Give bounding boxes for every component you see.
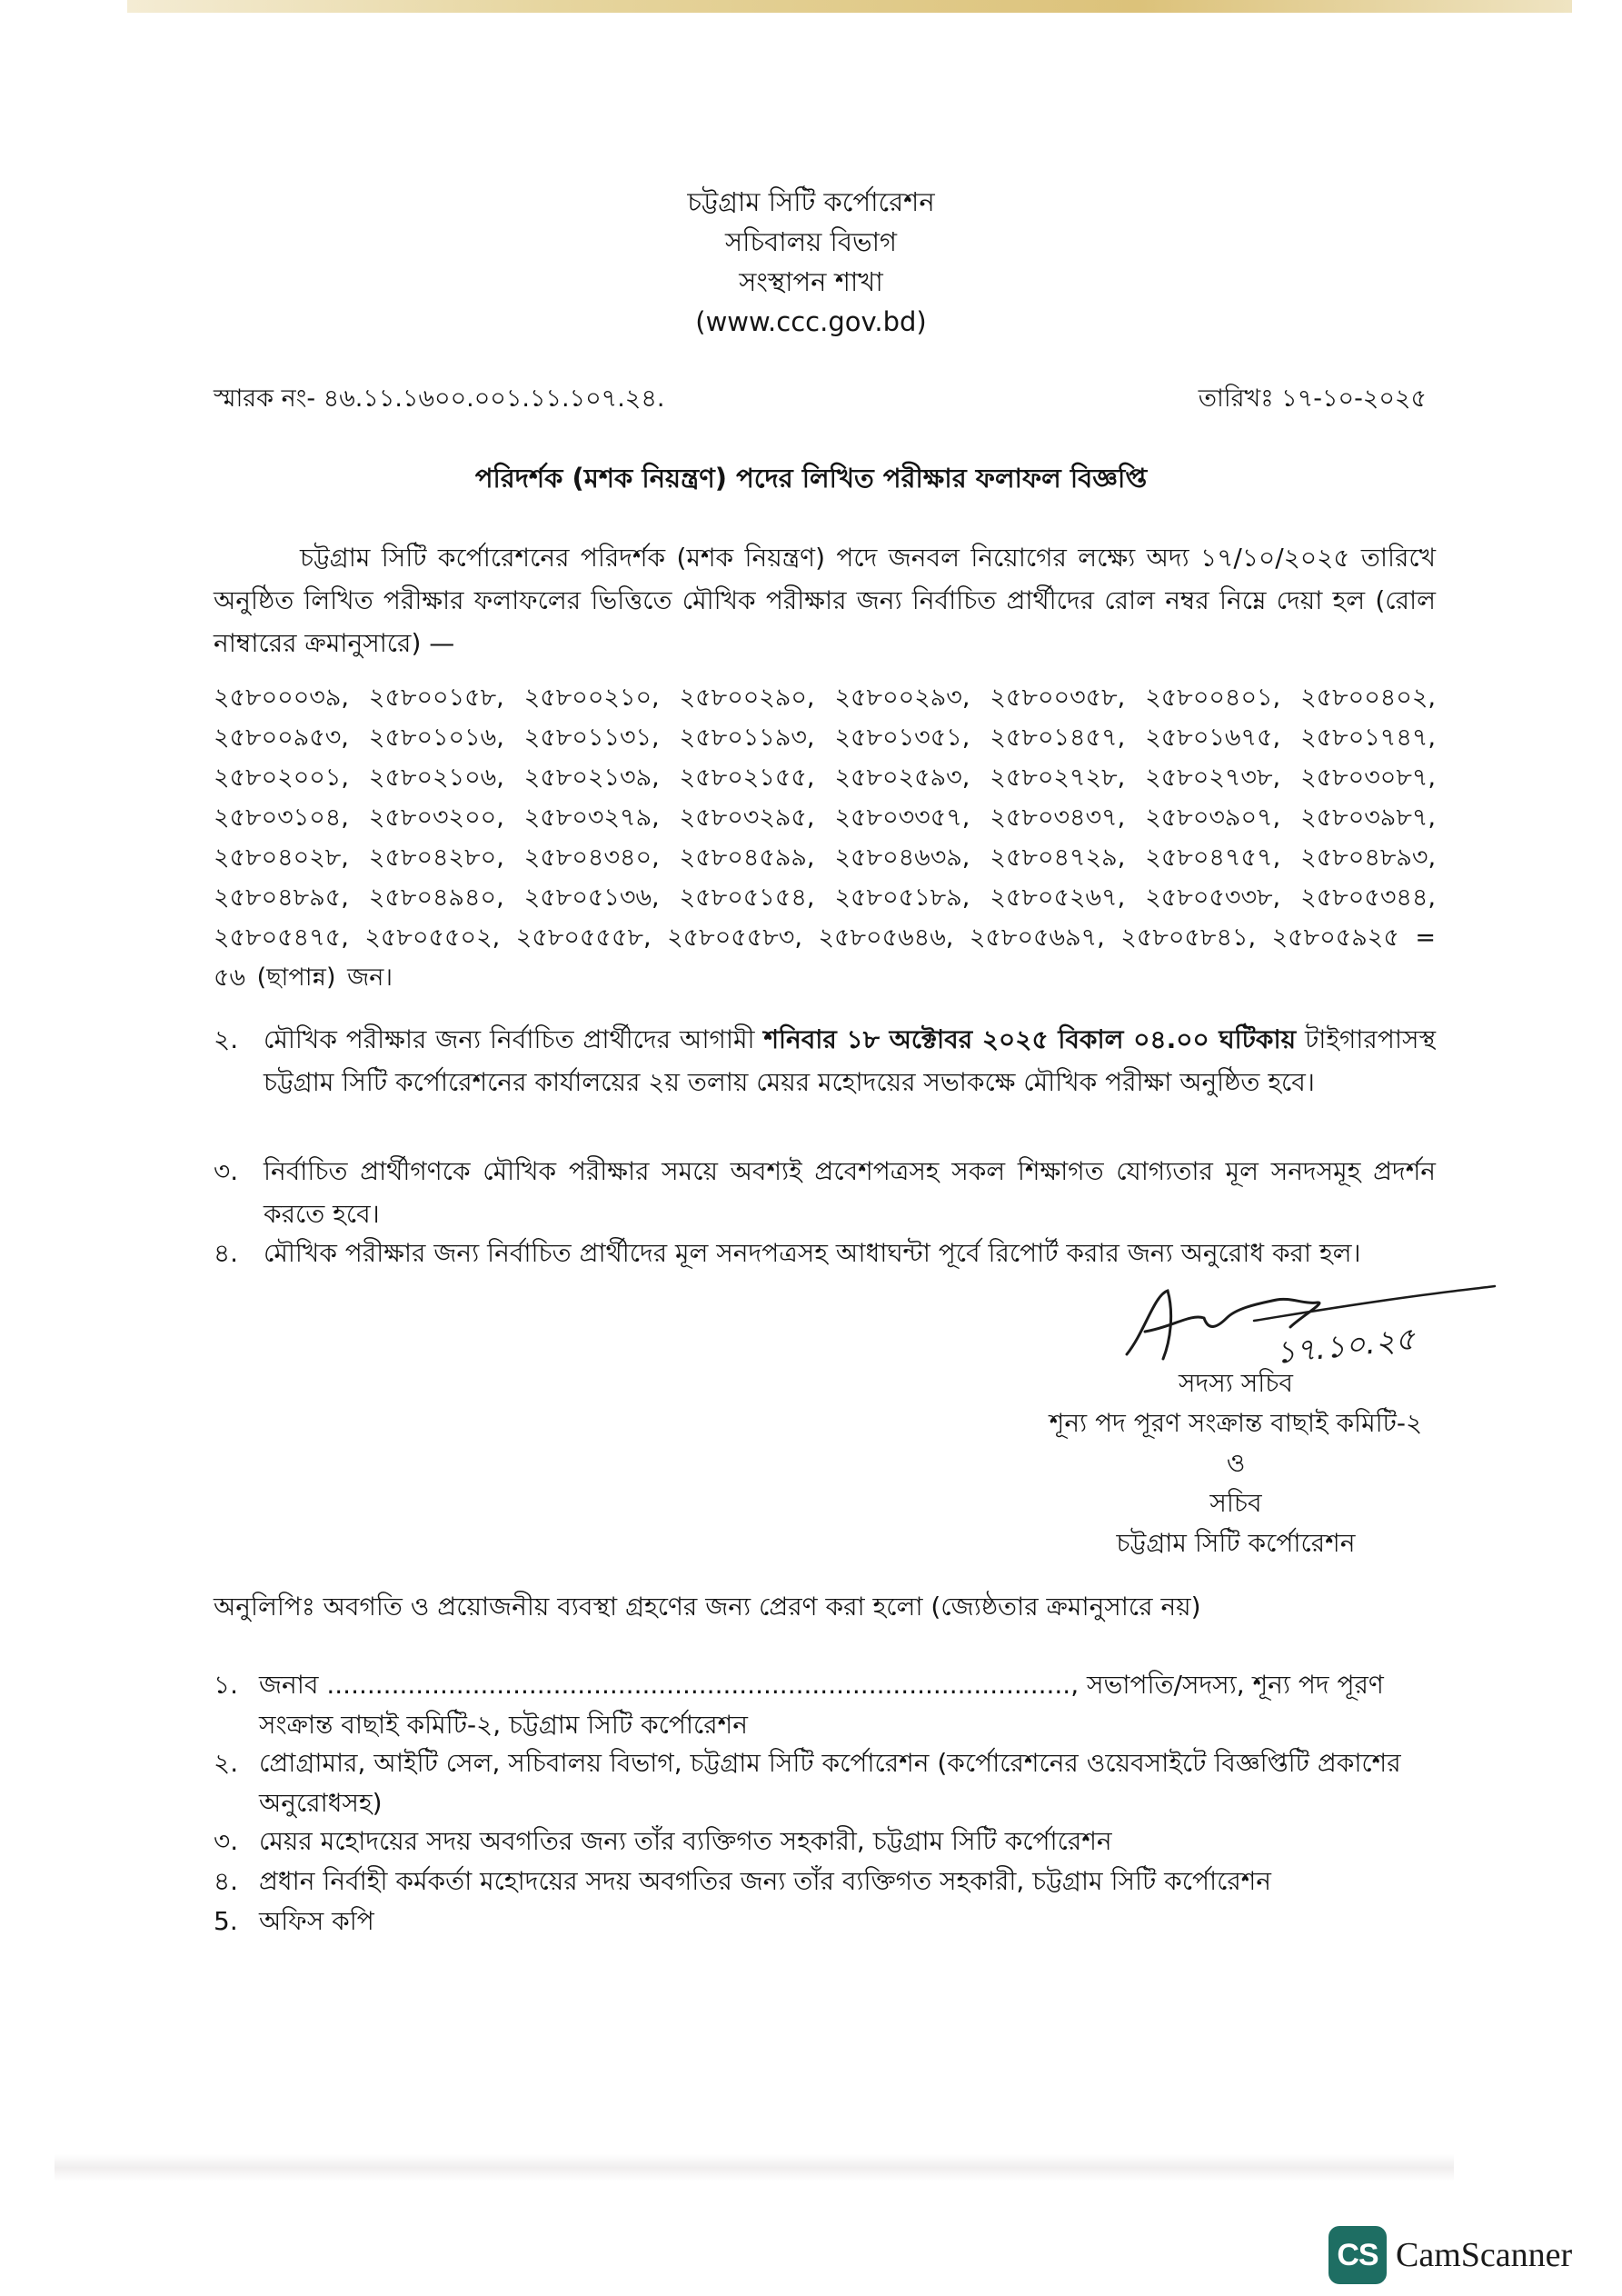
instruction-item-2 bbox=[214, 1018, 1436, 1103]
copy-item-5 bbox=[214, 1902, 1436, 1942]
roll-number: ২৫৮০৫৬৪৬, bbox=[818, 923, 970, 952]
section-name: সংস্থাপন শাখা bbox=[739, 266, 883, 297]
roll-number: ২৫৮০৪৮৯৫, bbox=[214, 883, 369, 912]
roll-number: ২৫৮০০৩৫৮, bbox=[990, 684, 1146, 712]
roll-number: ২৫৮০০০৩৯, bbox=[214, 684, 369, 712]
camscanner-logo: CS bbox=[1328, 2226, 1387, 2284]
roll-number: ২৫৮০৪৮৯৩, bbox=[1300, 844, 1437, 872]
copy-number: ২. bbox=[214, 1748, 239, 1778]
roll-number: ২৫৮০৫৬৯৭, bbox=[969, 923, 1121, 952]
signatory-role: সচিব bbox=[1209, 1488, 1262, 1518]
copy-text: জনাব ............................................................................................, সভাপতি/সদস্য, শূন্য পদ পূরণ সংক্রান্ত বাছাই কমিটি-২, চট্টগ্রাম সিটি কর্পোরেশন bbox=[259, 1670, 1384, 1740]
copy-text: প্রোগ্রামার, আইটি সেল, সচিবালয় বিভাগ, চট্টগ্রাম সিটি কর্পোরেশন (কর্পোরেশনের ওয়েবসাইটে বিজ্ঞপ্তিটি প্রকাশের অনুরোধসহ) bbox=[259, 1748, 1401, 1818]
roll-number: ২৫৮০২১৫৫, bbox=[679, 764, 835, 792]
roll-number: ২৫৮০৩০৮৭, bbox=[1300, 764, 1436, 792]
roll-number: ২৫৮০৪০২৮, bbox=[214, 844, 369, 872]
signatory-org: চট্টগ্রাম সিটি কর্পোরেশন bbox=[1116, 1528, 1356, 1558]
camscanner-watermark bbox=[1328, 2225, 1572, 2285]
roll-number: ২৫৮০৫২৬৭, bbox=[990, 883, 1146, 912]
roll-number: ২৫৮০৫৩৩৮, bbox=[1145, 883, 1301, 912]
roll-number: ২৫৮০১৬৭৫, bbox=[1145, 724, 1301, 752]
roll-number: ২৫৮০১৭৪৭, bbox=[1300, 724, 1436, 752]
exam-schedule: শনিবার ১৮ অক্টোবর ২০২৫ বিকাল ০৪.০০ ঘটিকায় bbox=[763, 1024, 1297, 1054]
item-text-post: টাইগারপাসস্থ চট্টগ্রাম সিটি কর্পোরেশনের কার্যালয়ের ২য় তলায় মেয়র মহোদয়ের সভাকক্ষে মৌখিক পরীক্ষা অনুষ্ঠিত হবে। bbox=[264, 1024, 1436, 1097]
scan-edge-strip bbox=[127, 0, 1572, 13]
copy-text: প্রধান নির্বাহী কর্মকর্তা মহোদয়ের সদয় অবগতির জন্য তাঁর ব্যক্তিগত সহকারী, চট্টগ্রাম সিটি কর্পোরেশন bbox=[259, 1866, 1272, 1896]
copy-text: মেয়র মহোদয়ের সদয় অবগতির জন্য তাঁর ব্যক্তিগত সহকারী, চট্টগ্রাম সিটি কর্পোরেশন bbox=[259, 1826, 1112, 1856]
handwritten-date: ১৭.১০.২৫ bbox=[1273, 1321, 1418, 1372]
roll-number: ২৫৮০৫৫০২, bbox=[364, 923, 516, 952]
roll-number: ২৫৮০০২১০, bbox=[523, 684, 680, 712]
roll-number: ২৫৮০৪৭২৯, bbox=[990, 844, 1146, 872]
copy-number: ৪. bbox=[214, 1866, 239, 1896]
roll-number: ২৫৮০৫৮৪১, bbox=[1120, 923, 1272, 952]
roll-number: ২৫৮০৩২৯৫, bbox=[679, 804, 835, 832]
org-name: চট্টগ্রাম সিটি কর্পোরেশন bbox=[687, 186, 935, 217]
letterhead bbox=[0, 182, 1622, 342]
item-text-pre: মৌখিক পরীক্ষার জন্য নির্বাচিত প্রার্থীদের আগামী bbox=[264, 1024, 755, 1054]
roll-number: ২৫৮০০৪০২, bbox=[1300, 684, 1436, 712]
roll-number: ২৫৮০২০০১, bbox=[214, 764, 369, 792]
instruction-item-4 bbox=[214, 1232, 1436, 1274]
signatory-title: সদস্য সচিব bbox=[1179, 1368, 1293, 1398]
signatory-committee: শূন্য পদ পূরণ সংক্রান্ত বাছাই কমিটি-২ bbox=[1049, 1408, 1423, 1438]
roll-number: ২৫৮০৩৯০৭, bbox=[1145, 804, 1301, 832]
copy-text: অফিস কপি bbox=[259, 1906, 374, 1936]
roll-number: ২৫৮০৪৬৩৯, bbox=[834, 844, 990, 872]
roll-number: ২৫৮০৩৩৫৭, bbox=[834, 804, 990, 832]
roll-number: ২৫৮০৩৯৮৭, bbox=[1300, 804, 1436, 832]
roll-number: ২৫৮০৩২০০, bbox=[368, 804, 524, 832]
roll-number: ২৫৮০১১৯৩, bbox=[679, 724, 835, 752]
roll-number: ২৫৮০৪২৮০, bbox=[368, 844, 524, 872]
roll-number: ২৫৮০১৩৫১, bbox=[834, 724, 990, 752]
roll-number: ২৫৮০৪৯৪০, bbox=[368, 883, 524, 912]
roll-number: ২৫৮০৫১৩৬, bbox=[523, 883, 680, 912]
signatory-and: ও bbox=[1226, 1448, 1246, 1478]
roll-number: ২৫৮০১৪৫৭, bbox=[990, 724, 1146, 752]
roll-number: ২৫৮০৩২৭৯, bbox=[523, 804, 680, 832]
roll-number: ২৫৮০২৭২৮, bbox=[990, 764, 1146, 792]
item-text: নির্বাচিত প্রার্থীগণকে মৌখিক পরীক্ষার সময়ে অবশ্যই প্রবেশপত্রসহ সকল শিক্ষাগত যোগ্যতার মূল সনদসমূহ প্রদর্শন করতে হবে। bbox=[264, 1156, 1436, 1229]
roll-number: ২৫৮০২৭৩৮, bbox=[1145, 764, 1301, 792]
memo-number: স্মারক নং- ৪৬.১১.১৬০০.০০১.১১.১০৭.২৪. bbox=[214, 384, 665, 413]
roll-number: ২৫৮০২৫৯৩, bbox=[834, 764, 990, 792]
copy-item-2 bbox=[214, 1743, 1436, 1823]
roll-number: ২৫৮০৪৩৪০, bbox=[523, 844, 680, 872]
roll-number: ২৫৮০১০১৬, bbox=[368, 724, 524, 752]
camscanner-text: CamScanner bbox=[1396, 2236, 1573, 2274]
copy-heading: অনুলিপিঃ অবগতি ও প্রয়োজনীয় ব্যবস্থা গ্রহণের জন্য প্রেরণ করা হলো (জ্যেষ্ঠতার ক্রমানুসারে নয়) bbox=[214, 1592, 1201, 1622]
notice-subject: পরিদর্শক (মশক নিয়ন্ত্রণ) পদের লিখিত পরীক্ষার ফলাফল বিজ্ঞপ্তি bbox=[474, 463, 1148, 494]
roll-number: ২৫৮০৫১৫৪, bbox=[679, 883, 835, 912]
roll-total: ৫৬ (ছাপান্ন) জন। bbox=[214, 963, 393, 992]
roll-number: ২৫৮০২১০৬, bbox=[368, 764, 524, 792]
roll-number: ২৫৮০৫৫৮৩, bbox=[667, 923, 819, 952]
copy-number: 5. bbox=[214, 1906, 238, 1936]
copy-item-3 bbox=[214, 1822, 1436, 1862]
roll-number: ২৫৮০১১৩১, bbox=[523, 724, 680, 752]
copy-item-4 bbox=[214, 1862, 1436, 1902]
roll-number: ২৫৮০০২৯৩, bbox=[834, 684, 990, 712]
roll-number: ২৫৮০৩৪৩৭, bbox=[990, 804, 1146, 832]
item-text: মৌখিক পরীক্ষার জন্য নির্বাচিত প্রার্থীদের মূল সনদপত্রসহ আধাঘন্টা পূর্বে রিপোর্ট করার জন্য অনুরোধ করা হল। bbox=[264, 1238, 1361, 1268]
copy-number: ১. bbox=[214, 1670, 239, 1700]
roll-number: ২৫৮০৫৯২৫ = bbox=[1271, 923, 1436, 952]
roll-number-list bbox=[214, 678, 1436, 998]
signature-block bbox=[1000, 1291, 1472, 1563]
roll-number: ২৫৮০৫৩৪৪, bbox=[1300, 883, 1437, 912]
roll-number: ২৫৮০২১৩৯, bbox=[523, 764, 680, 792]
scan-shadow bbox=[55, 2154, 1454, 2181]
roll-number: ২৫৮০৫৪৭৫, bbox=[214, 923, 365, 952]
roll-number: ২৫৮০০৪০১, bbox=[1145, 684, 1301, 712]
roll-number: ২৫৮০৪৫৯৯, bbox=[679, 844, 835, 872]
roll-number: ২৫৮০৫৫৫৮, bbox=[515, 923, 668, 952]
copy-item-1 bbox=[214, 1665, 1436, 1745]
roll-number: ২৫৮০৫১৮৯, bbox=[834, 883, 990, 912]
item-number: ৪. bbox=[214, 1238, 239, 1268]
item-number: ২. bbox=[214, 1024, 239, 1054]
item-number: ৩. bbox=[214, 1156, 239, 1186]
roll-number: ২৫৮০৩১০৪, bbox=[214, 804, 369, 832]
intro-paragraph: চট্টগ্রাম সিটি কর্পোরেশনের পরিদর্শক (মশক নিয়ন্ত্রণ) পদে জনবল নিয়োগের লক্ষ্যে অদ্য ১৭/১০/২০২৫ তারিখে অনুষ্ঠিত লিখিত পরীক্ষার ফলাফলের ভিত্তিতে মৌখিক পরীক্ষার জন্য নির্বাচিত প্রার্থীদের রোল নম্বর নিম্নে দেয়া হল (রোল নাম্বারের ক্রমানুসারে) — bbox=[214, 543, 1436, 658]
roll-number: ২৫৮০০১৫৮, bbox=[368, 684, 524, 712]
copy-number: ৩. bbox=[214, 1826, 239, 1856]
roll-number: ২৫৮০৪৭৫৭, bbox=[1145, 844, 1301, 872]
roll-number: ২৫৮০০৯৫৩, bbox=[214, 724, 369, 752]
memo-date: তারিখঃ ১৭-১০-২০২৫ bbox=[1198, 384, 1427, 413]
instruction-item-3 bbox=[214, 1150, 1436, 1235]
website[interactable]: (www.ccc.gov.bd) bbox=[695, 306, 927, 337]
roll-number: ২৫৮০০২৯০, bbox=[679, 684, 835, 712]
department-name: সচিবালয় বিভাগ bbox=[724, 226, 898, 257]
